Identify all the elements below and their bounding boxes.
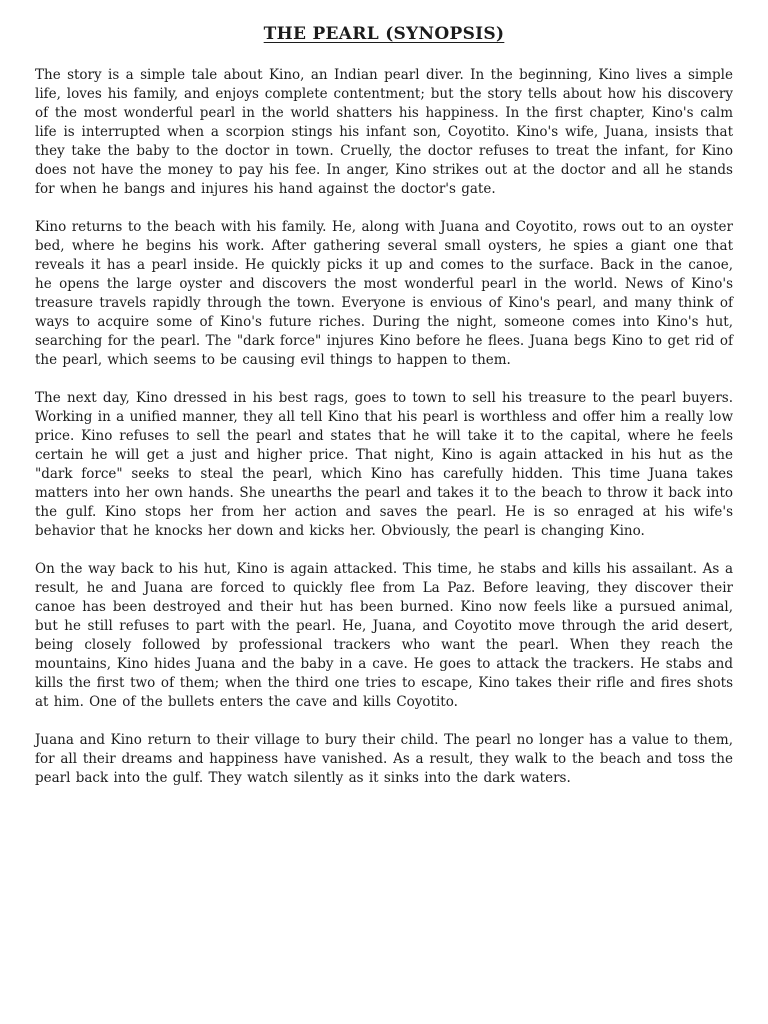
- paragraph-5: Juana and Kino return to their village to bury their child. The pearl no longer has a value to them, for all their dreams and happiness have vanished. As a result, they walk to the beach and toss the pearl back into the gulf. They watch silently as it sinks into the dark waters.: [35, 732, 733, 786]
- paragraph-4: On the way back to his hut, Kino is again attacked. This time, he stabs and kills his assailant. As a result, he and Juana are forced to quickly flee from La Paz. Before leaving, they discover their canoe has been destroyed and their hut has been burned. Kino now feels like a pursued animal, but he still refuses to part with the pearl. He, Juana, and Coyotito move through the arid desert, being closely followed by professional trackers who want the pearl. When they reach the mountains, Kino hides Juana and the baby in a cave. He goes to attack the trackers. He stabs and kills the first two of them; when the third one tries to escape, Kino takes their rifle and fires shots at him. One of the bullets enters the cave and kills Coyotito.: [35, 561, 733, 710]
- paragraph-2: Kino returns to the beach with his family. He, along with Juana and Coyotito, rows out to an oyster bed, where he begins his work. After gathering several small oysters, he spies a giant one that reveals it has a pearl inside. He quickly picks it up and comes to the surface. Back in the canoe, he opens the large oyster and discovers the most wonderful pearl in the world. News of Kino's treasure travels rapidly through the town. Everyone is envious of Kino's pearl, and many think of ways to acquire some of Kino's future riches. During the night, someone comes into Kino's hut, searching for the pearl. The "dark force" injures Kino before he flees. Juana begs Kino to get rid of the pearl, which seems to be causing evil things to happen to them.: [35, 219, 733, 368]
- paragraph-1: The story is a simple tale about Kino, an Indian pearl diver. In the beginning, Kino lives a simple life, loves his family, and enjoys complete contentment; but the story tells about how his discovery of the most wonderful pearl in the world shatters his happiness. In the first chapter, Kino's calm life is interrupted when a scorpion stings his infant son, Coyotito. Kino's wife, Juana, insists that they take the baby to the doctor in town. Cruelly, the doctor refuses to treat the infant, for Kino does not have the money to pay his fee. In anger, Kino strikes out at the doctor and all he stands for when he bangs and injures his hand against the doctor's gate.: [35, 67, 733, 197]
- paragraph-3: The next day, Kino dressed in his best rags, goes to town to sell his treasure to the pearl buyers. Working in a unified manner, they all tell Kino that his pearl is worthless and offer him a really low price. Kino refuses to sell the pearl and states that he will take it to the capital, where he feels certain he will get a just and higher price. That night, Kino is again attacked in his hut as the "dark force" seeks to steal the pearl, which Kino has carefully hidden. This time Juana takes matters into her own hands. She unearths the pearl and takes it to the beach to throw it back into the gulf. Kino stops her from her action and saves the pearl. He is so enraged at his wife's behavior that he knocks her down and kicks her. Obviously, the pearl is changing Kino.: [35, 390, 733, 539]
- page-title: THE PEARL (SYNOPSIS): [263, 24, 505, 44]
